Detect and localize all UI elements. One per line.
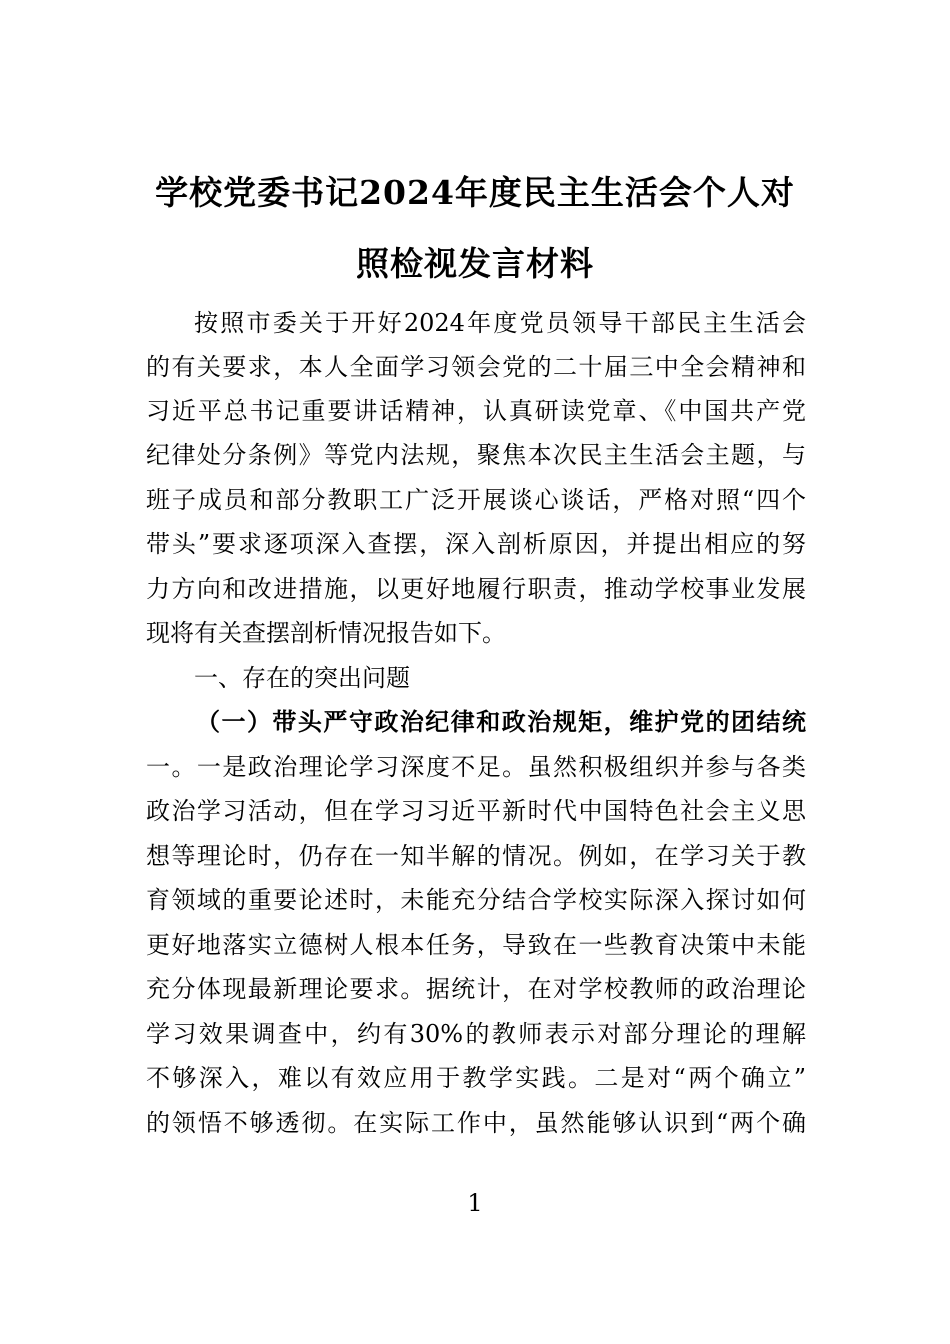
intro-line: 力方向和改进措施，以更好地履行职责，推动学校事业发展: [146, 575, 806, 603]
intro-line: 习近平总书记重要讲话精神，认真研读党章、《中国共产党: [146, 397, 806, 425]
body-line: 想等理论时，仍存在一知半解的情况。例如，在学习关于教: [146, 842, 806, 870]
section-heading: 一、存在的突出问题: [194, 664, 410, 692]
intro-line: 带头”要求逐项深入查摆，深入剖析原因，并提出相应的努: [146, 530, 806, 558]
intro-line: 按照市委关于开好2024年度党员领导干部民主生活会: [194, 309, 806, 337]
body-line: 的领悟不够透彻。在实际工作中，虽然能够认识到“两个确: [146, 1109, 806, 1137]
body-line: 学习效果调查中，约有30%的教师表示对部分理论的理解: [146, 1020, 806, 1048]
intro-line: 现将有关查摆剖析情况报告如下。: [146, 619, 506, 647]
page-number: 1: [467, 1189, 483, 1217]
body-line: 政治学习活动，但在学习习近平新时代中国特色社会主义思: [146, 797, 806, 825]
body-line: 不够深入，难以有效应用于教学实践。二是对“两个确立”: [146, 1064, 806, 1092]
body-line: 更好地落实立德树人根本任务，导致在一些教育决策中未能: [146, 931, 806, 959]
intro-line: 班子成员和部分教职工广泛开展谈心谈话，严格对照“四个: [146, 486, 806, 514]
body-line: 充分体现最新理论要求。据统计，在对学校教师的政治理论: [146, 975, 806, 1003]
sub-heading: （一）带头严守政治纪律和政治规矩，维护党的团结统: [196, 707, 806, 736]
document-title-line-1: 学校党委书记2024年度民主生活会个人对: [155, 173, 795, 212]
body-line: 一。一是政治理论学习深度不足。虽然积极组织并参与各类: [146, 753, 806, 781]
intro-line: 的有关要求，本人全面学习领会党的二十届三中全会精神和: [146, 353, 806, 381]
document-title-line-2: 照检视发言材料: [356, 244, 594, 283]
body-line: 育领域的重要论述时，未能充分结合学校实际深入探讨如何: [146, 886, 806, 914]
intro-line: 纪律处分条例》等党内法规，聚焦本次民主生活会主题，与: [146, 441, 806, 469]
